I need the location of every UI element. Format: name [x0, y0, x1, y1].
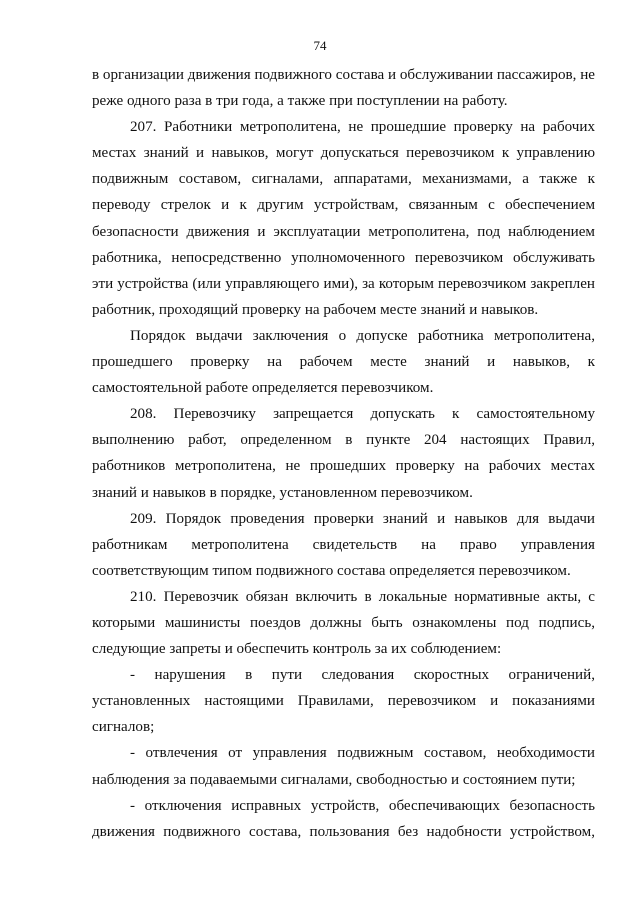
paragraph-207: 207. Работники метрополитена, не прошедшие проверку на рабочих местах знаний и навыков, могут допускаться перевозчиком к управлению подвижным составом, сигналами, аппаратами, механизмами, а также к переводу стрелок и к другим устройствам, связанным с обеспечением безопасности движения и эксплуатации метрополитена, под наблюдением работника, непосредственно уполномоченного перевозчиком обслуживать эти устройства (или управляющего ими), за которым перевозчиком закреплен работник, проходящий проверку на рабочем месте знаний и навыков.	[92, 119, 595, 318]
document-body	[92, 62, 595, 845]
list-item-speed-limits: - нарушения в пути следования скоростных ограничений, установленных настоящими Правилами, перевозчиком и показаниями сигналов;	[92, 667, 595, 736]
paragraph-208: 208. Перевозчику запрещается допускать к самостоятельному выполнению работ, определенном в пункте 204 настоящих Правил, работников метрополитена, не прошедших проверку на рабочих местах знаний и навыков в порядке, установленном перевозчиком.	[92, 406, 595, 501]
paragraph-210: 210. Перевозчик обязан включить в локальные нормативные акты, с которыми машинисты поездов должны быть ознакомлены под подпись, следующие запреты и обеспечить контроль за их соблюдением:	[92, 588, 595, 658]
paragraph-continuation: в организации движения подвижного состава и обслуживании пассажиров, не реже одного раза в три года, а также при поступлении на работу.	[92, 67, 595, 110]
paragraph-209: 209. Порядок проведения проверки знаний и навыков для выдачи работникам метрополитена свидетельств на право управления соответствующим типом подвижного состава определяется перевозчиком.	[92, 510, 595, 579]
list-item-safety-devices: - отключения исправных устройств, обеспечивающих безопасность движения подвижного состава, пользования без надобности устройством,	[92, 797, 595, 840]
paragraph-admission-procedure: Порядок выдачи заключения о допуске работника метрополитена, прошедшего проверку на рабочем месте знаний и навыков, к самостоятельной работе определяется перевозчиком.	[92, 327, 595, 397]
list-item-distraction: - отвлечения от управления подвижным составом, необходимости наблюдения за подаваемыми сигналами, свободностью и состоянием пути;	[92, 745, 595, 788]
page-number: 74	[313, 38, 327, 53]
